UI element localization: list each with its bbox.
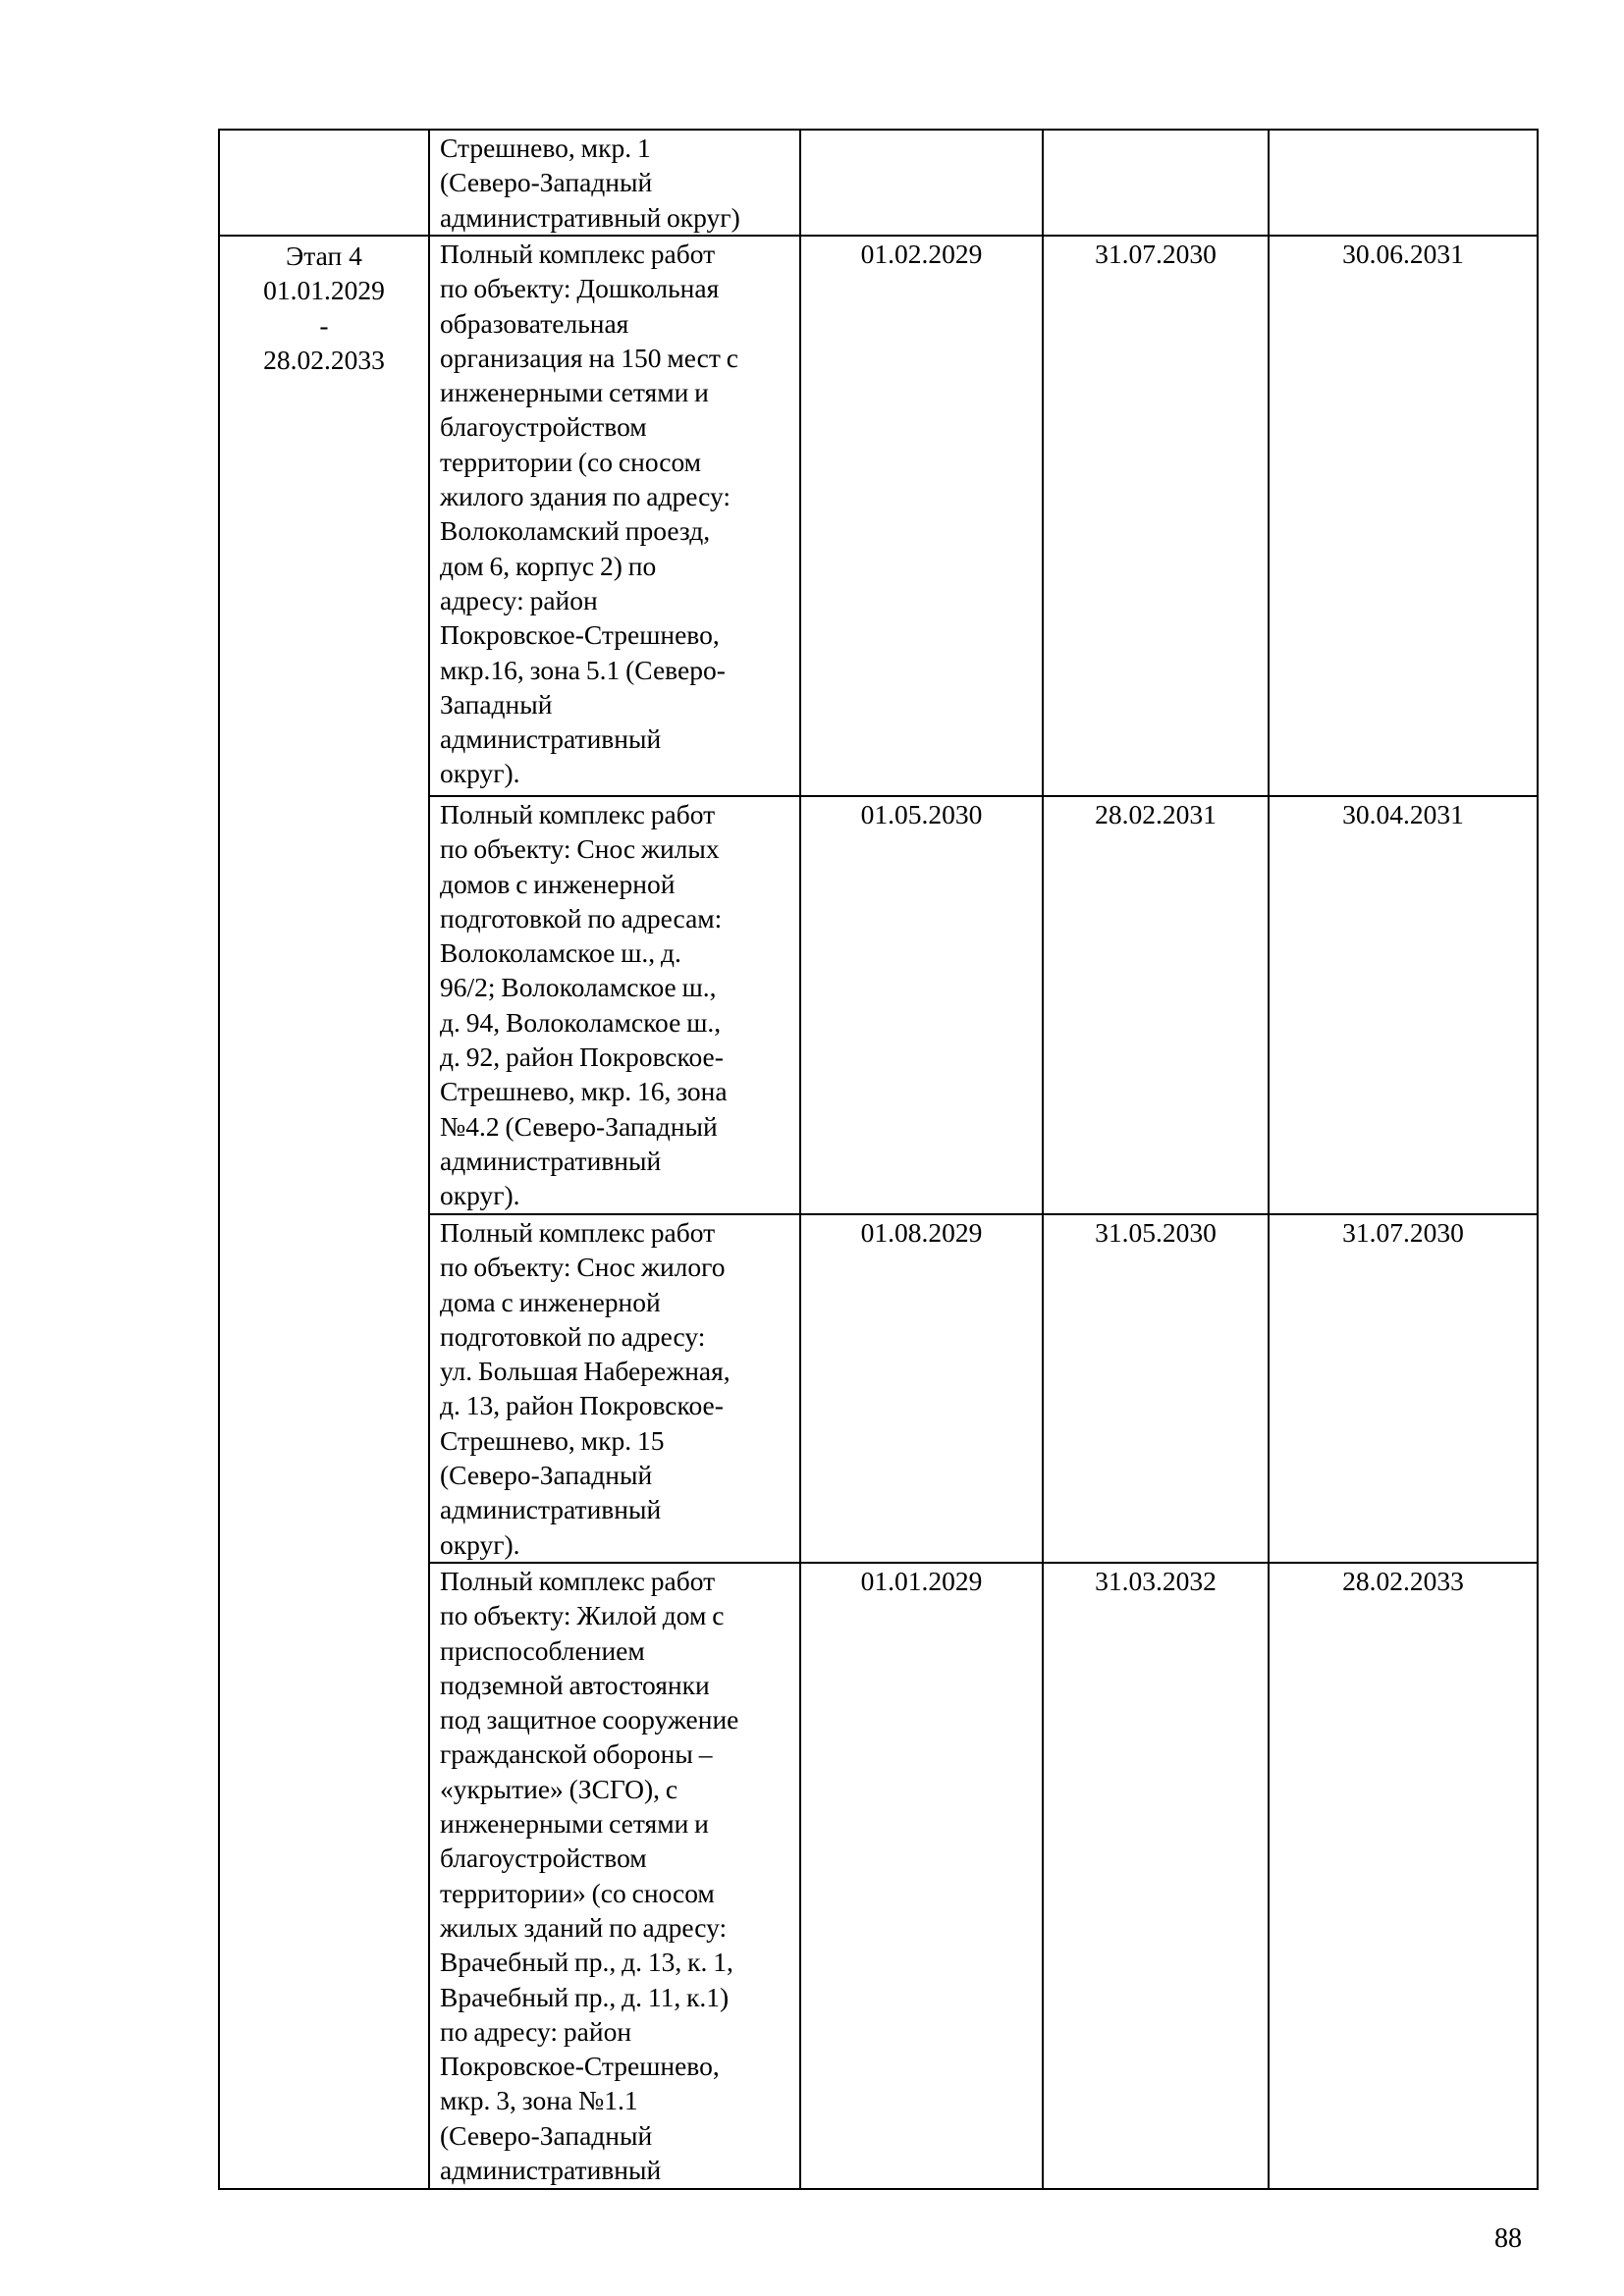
description-line: «укрытие» (ЗСГО), с xyxy=(440,1773,678,1804)
description-line: жилого здания по адресу: xyxy=(440,481,731,512)
description-line: благоустройством xyxy=(440,411,647,443)
end-date-cell: 31.05.2030 xyxy=(1043,1214,1269,1563)
deadline-date-cell: 28.02.2033 xyxy=(1269,1563,1538,2189)
description-line: образовательная xyxy=(440,307,629,339)
description-line: Волоколамское ш., д. xyxy=(440,937,681,969)
end-date-cell: 31.07.2030 xyxy=(1043,236,1269,796)
description-line: домов с инженерной xyxy=(440,868,676,899)
description-line: мкр.16, зона 5.1 (Северо- xyxy=(440,654,726,685)
description-line: мкр. 3, зона №1.1 xyxy=(440,2085,638,2116)
description-line: организация на 150 мест с xyxy=(440,342,738,373)
description-line: д. 13, район Покровское- xyxy=(440,1390,724,1421)
description-line: округ). xyxy=(440,758,520,789)
deadline-date-cell: 31.07.2030 xyxy=(1269,1214,1538,1563)
deadline-date-cell: 30.06.2031 xyxy=(1269,236,1538,796)
description-line: по объекту: Дошкольная xyxy=(440,273,720,304)
description-line: адресу: район xyxy=(440,584,598,615)
description-line: инженерными сетями и xyxy=(440,377,709,408)
date-cell-empty xyxy=(1043,130,1269,236)
description-line: подготовкой по адресу: xyxy=(440,1320,706,1352)
date-cell-empty xyxy=(1269,130,1538,236)
table-row xyxy=(219,236,1538,796)
end-date-cell: 31.03.2032 xyxy=(1043,1563,1269,2189)
description-line: Стрешнево, мкр. 16, зона xyxy=(440,1076,728,1107)
description-line: 96/2; Волоколамское ш., xyxy=(440,972,717,1003)
description-line: д. 92, район Покровское- xyxy=(440,1041,724,1073)
description-line: благоустройством xyxy=(440,1842,647,1874)
description-line: округ). xyxy=(440,1180,520,1211)
description-line: гражданской обороны – xyxy=(440,1738,713,1770)
description-line: Покровское-Стрешнево, xyxy=(440,619,720,651)
description-line: Полный комплекс работ xyxy=(440,239,716,269)
stage-separator: - xyxy=(319,309,329,341)
description-line: по объекту: Снос жилых xyxy=(440,833,720,865)
date-cell-empty xyxy=(800,130,1043,236)
table-row-continuation xyxy=(219,130,1538,236)
description-cell xyxy=(429,796,800,1214)
schedule-table xyxy=(218,129,1539,2190)
description-line: д. 94, Волоколамское ш., xyxy=(440,1006,722,1038)
description-line: дом 6, корпус 2) по xyxy=(440,550,657,581)
start-date-cell: 01.01.2029 xyxy=(800,1563,1043,2189)
description-line: приспособлением xyxy=(440,1634,645,1666)
description-line: административный xyxy=(440,2155,662,2186)
description-line: по адресу: район xyxy=(440,2015,632,2047)
description-line: (Северо-Западный xyxy=(440,167,653,198)
end-date-cell: 28.02.2031 xyxy=(1043,796,1269,1214)
description-line: Стрешнево, мкр. 15 xyxy=(440,1424,665,1456)
description-line: Западный xyxy=(440,688,553,720)
stage-start-date: 01.01.2029 xyxy=(263,275,385,306)
description-line: (Северо-Западный xyxy=(440,2119,653,2151)
description-cell xyxy=(429,1563,800,2189)
description-line: административный округ) xyxy=(440,201,740,233)
description-line: по объекту: Снос жилого xyxy=(440,1252,726,1283)
description-cell xyxy=(429,1214,800,1563)
description-line: подземной автостоянки xyxy=(440,1669,710,1700)
deadline-date-cell: 30.04.2031 xyxy=(1269,796,1538,1214)
stage-end-date: 28.02.2033 xyxy=(263,344,385,375)
description-line: Врачебный пр., д. 11, к.1) xyxy=(440,1981,730,2012)
description-line: Полный комплекс работ xyxy=(440,799,716,829)
description-line: Волоколамский проезд, xyxy=(440,515,711,547)
start-date-cell: 01.08.2029 xyxy=(800,1214,1043,1563)
description-line: округ). xyxy=(440,1528,520,1560)
description-line: №4.2 (Северо-Западный xyxy=(440,1110,718,1142)
description-line: инженерными сетями и xyxy=(440,1808,709,1840)
description-line: Покровское-Стрешнево, xyxy=(440,2051,720,2082)
description-line: (Северо-Западный xyxy=(440,1460,653,1491)
stage-cell xyxy=(219,236,429,2189)
description-line: Полный комплекс работ xyxy=(440,1217,716,1248)
description-line: Полный комплекс работ xyxy=(440,1566,716,1596)
description-line: жилых зданий по адресу: xyxy=(440,1911,728,1943)
description-line: административный xyxy=(440,1145,662,1176)
description-line: административный xyxy=(440,1494,662,1525)
start-date-cell: 01.02.2029 xyxy=(800,236,1043,796)
page-number: 88 xyxy=(1494,2223,1522,2254)
description-line: административный xyxy=(440,723,662,755)
stage-title: Этап 4 xyxy=(286,240,362,271)
stage-cell-empty xyxy=(219,130,429,236)
description-line: подготовкой по адресам: xyxy=(440,902,723,934)
description-cell xyxy=(429,236,800,796)
start-date-cell: 01.05.2030 xyxy=(800,796,1043,1214)
description-cell xyxy=(429,130,800,236)
description-line: Врачебный пр., д. 13, к. 1, xyxy=(440,1947,733,1978)
description-line: дома с инженерной xyxy=(440,1286,661,1317)
description-line: ул. Большая Набережная, xyxy=(440,1356,731,1387)
description-line: Стрешнево, мкр. 1 xyxy=(440,133,651,163)
description-line: под защитное сооружение xyxy=(440,1704,739,1735)
description-line: по объекту: Жилой дом с xyxy=(440,1600,725,1631)
description-line: территории (со сносом xyxy=(440,446,702,477)
description-line: территории» (со сносом xyxy=(440,1877,715,1908)
